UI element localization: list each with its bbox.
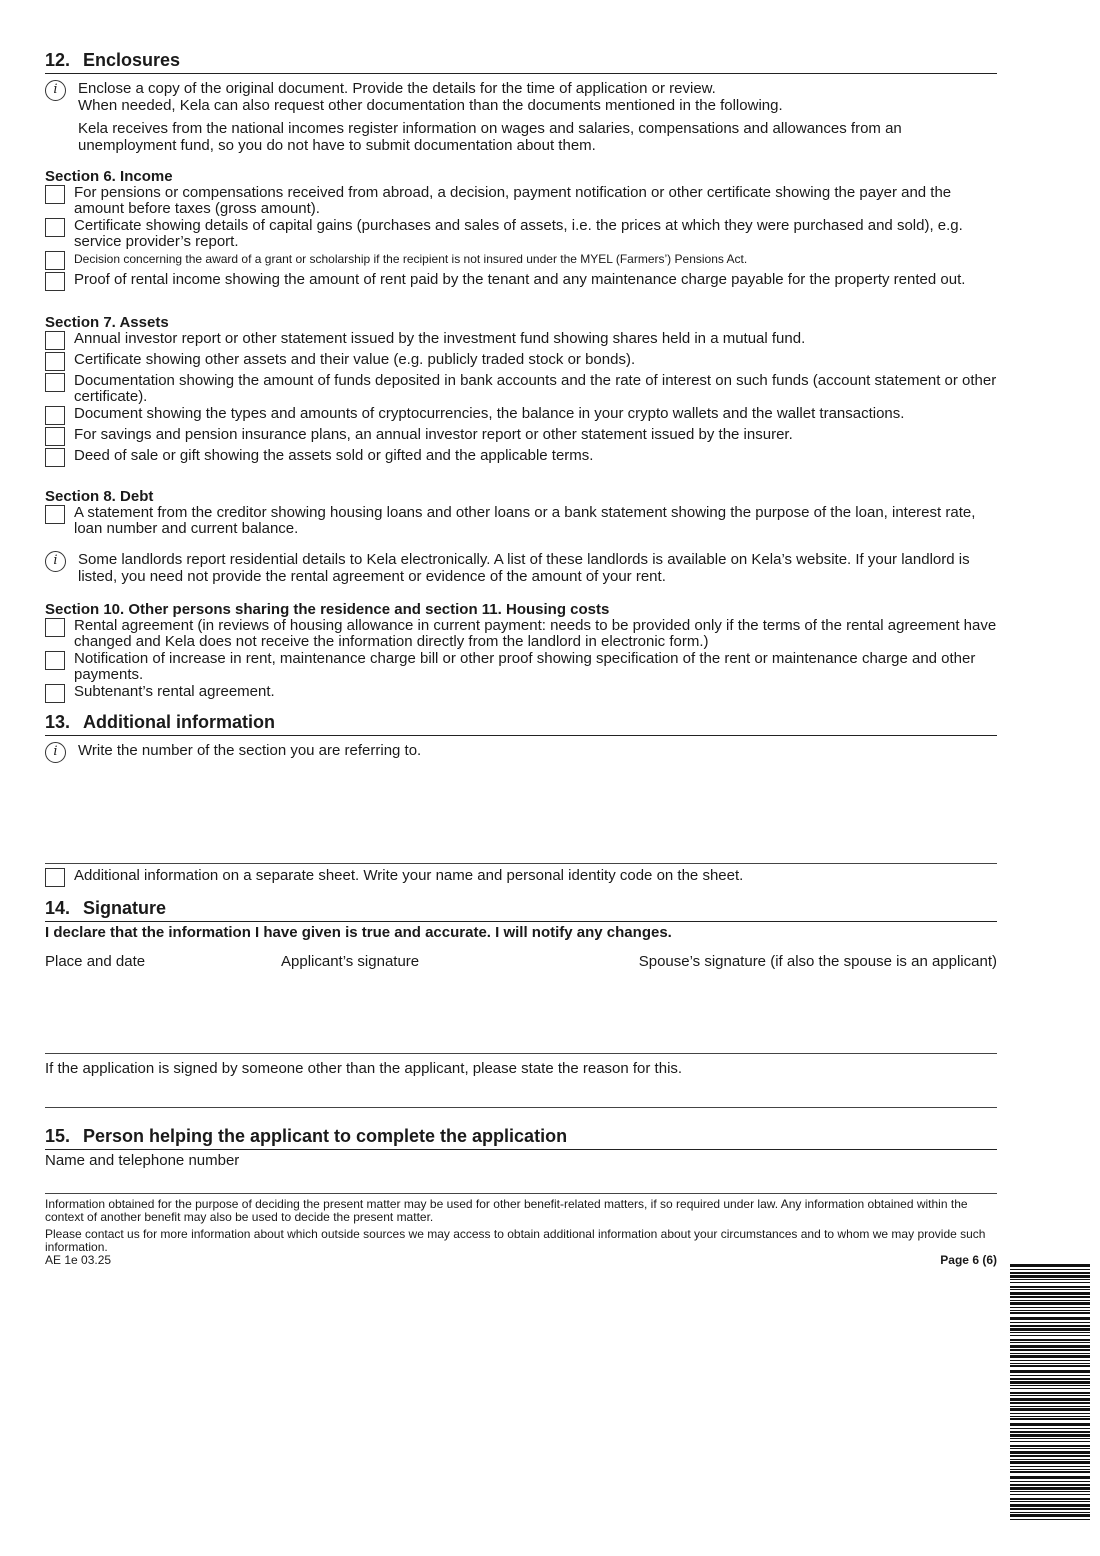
info-note-landlords [45,551,997,585]
divider [45,1053,997,1054]
checklist-label: For pensions or compensations received from abroad, a decision, payment notification or other certificate showing the payer and the amount before taxes (gross amount). [74,184,952,217]
applicant-signature-label: Applicant’s signature [281,953,420,970]
housing-checklist [45,618,997,704]
checklist-item [45,505,997,537]
section-title: Person helping the applicant to complete the application [83,1126,568,1146]
checkbox[interactable] [45,218,65,237]
checklist-item [45,185,997,217]
info-text: Kela receives from the national incomes register information on wages and salaries, compensations and allowances from an unemployment fund, so you do not have to submit documentation about them. [78,120,902,154]
footer-bottom-row [45,1254,997,1270]
checklist-item [45,868,997,888]
helper-name-phone-field[interactable] [45,1169,997,1193]
checklist-label: For savings and pension insurance plans, an annual investor report or other statement issued by the insurer. [74,426,793,443]
additional-info-textarea[interactable] [45,759,997,863]
checkbox[interactable] [45,448,65,467]
checkbox[interactable] [45,406,65,425]
checklist-label: Notification of increase in rent, maintenance charge bill or other proof showing specification of the rent or maintenance charge and other payments. [74,650,976,683]
checklist-item [45,448,997,468]
checkbox[interactable] [45,272,65,291]
checklist-item [45,373,997,405]
checkbox[interactable] [45,868,65,887]
checklist-label: Additional information on a separate sheet. Write your name and personal identity code on the sheet. [74,867,744,884]
checklist-item [45,218,997,250]
declaration-text: I declare that the information I have given is true and accurate. I will notify any changes. [45,924,672,941]
section-number: 12. [45,50,71,70]
info-icon: i [45,80,66,101]
info-note-enclosures [45,80,997,154]
checkbox[interactable] [45,651,65,670]
checkbox[interactable] [45,185,65,204]
section-number: 15. [45,1126,71,1146]
section-number: 13. [45,712,71,732]
section-title: Enclosures [83,50,181,70]
info-text: Write the number of the section you are referring to. [78,742,422,759]
checkbox[interactable] [45,373,65,392]
footer-note: Please contact us for more information about which outside sources we may access to obtain additional information about your circumstances and to whom we may provide such information. [45,1227,986,1254]
section-12-heading [45,50,997,74]
checklist-item [45,618,997,650]
info-note-section-reference [45,742,997,759]
subsection-heading-income: Section 6. Income [45,168,173,185]
barcode-icon [1010,1264,1090,1522]
form-code: AE 1e 03.25 [45,1253,112,1267]
page-number: Page 6 (6) [940,1253,997,1267]
section-13-heading [45,712,997,736]
checklist-item [45,251,997,271]
checkbox[interactable] [45,505,65,524]
checkbox[interactable] [45,251,65,270]
checklist-label: A statement from the creditor showing housing loans and other loans or a bank statement showing the purpose of the loan, interest rate, loan number and current balance. [74,504,976,537]
section-title: Additional information [83,712,275,732]
checklist-label: Subtenant’s rental agreement. [74,683,275,700]
checklist-item [45,406,997,426]
place-date-label: Place and date [45,953,146,970]
checklist-item [45,427,997,447]
footer-note: Information obtained for the purpose of deciding the present matter may be used for other benefit-related matters, if so required under law. Any information obtained within the context of another benefit may also be used to decide the present matter. [45,1197,968,1224]
info-text: Some landlords report residential details to Kela electronically. A list of these landlords is available on Kela’s website. If your landlord is listed, you need not provide the rental agreement or evidence of the amount of your rent. [78,551,970,585]
checkbox[interactable] [45,684,65,703]
checkbox[interactable] [45,352,65,371]
checklist-label: Proof of rental income showing the amount of rent paid by the tenant and any maintenance charge payable for the property rented out. [74,271,966,288]
info-icon: i [45,551,66,572]
assets-checklist [45,331,997,468]
checkbox[interactable] [45,331,65,350]
subsection-heading-housing: Section 10. Other persons sharing the residence and section 11. Housing costs [45,601,610,618]
checklist-label: Rental agreement (in reviews of housing allowance in current payment: needs to be provided only if the terms of the rental agreement have changed and Kela does not receive the information directly from the landlord in electronic form.) [74,617,997,650]
divider [45,1107,997,1108]
info-text: Enclose a copy of the original document. Provide the details for the time of application or review. [78,80,716,97]
checklist-item [45,272,997,292]
name-phone-label: Name and telephone number [45,1152,240,1169]
subsection-heading-debt: Section 8. Debt [45,488,154,505]
info-text: When needed, Kela can also request other documentation than the documents mentioned in the following. [78,97,783,114]
section-number: 14. [45,898,71,918]
checkbox[interactable] [45,427,65,446]
section-15-heading [45,1126,997,1150]
checklist-item [45,331,997,351]
checklist-label: Certificate showing details of capital gains (purchases and sales of assets, i.e. the prices at which they were purchased and sold), e.g. service provider’s report. [74,217,963,250]
info-icon: i [45,742,66,763]
divider [45,1193,997,1194]
subsection-heading-assets: Section 7. Assets [45,314,169,331]
checklist-item [45,684,997,704]
debt-checklist [45,505,997,537]
checklist-item [45,352,997,372]
section-title: Signature [83,898,167,918]
checklist-label: Documentation showing the amount of funds deposited in bank accounts and the rate of interest on such funds (account statement or other certificate). [74,372,997,405]
checklist-label: Decision concerning the award of a grant or scholarship if the recipient is not insured under the MYEL (Farmers’) Pensions Act. [74,252,748,266]
form-page [45,50,997,1270]
signature-labels [45,953,997,975]
income-checklist [45,185,997,292]
divider [45,863,997,864]
other-signer-reason-field[interactable] [45,1077,997,1107]
checklist-label: Deed of sale or gift showing the assets sold or gifted and the applicable terms. [74,447,594,464]
other-signer-label: If the application is signed by someone other than the applicant, please state the reason for this. [45,1060,683,1077]
checklist-label: Annual investor report or other statement issued by the investment fund showing shares held in a mutual fund. [74,330,806,347]
checklist-item [45,651,997,683]
checklist-label: Certificate showing other assets and their value (e.g. publicly traded stock or bonds). [74,351,636,368]
checklist-label: Document showing the types and amounts of cryptocurrencies, the balance in your crypto wallets and the wallet transactions. [74,405,905,422]
signature-field[interactable] [45,975,997,1053]
section-14-heading [45,898,997,922]
checkbox[interactable] [45,618,65,637]
spouse-signature-label: Spouse’s signature (if also the spouse is an applicant) [638,953,997,970]
